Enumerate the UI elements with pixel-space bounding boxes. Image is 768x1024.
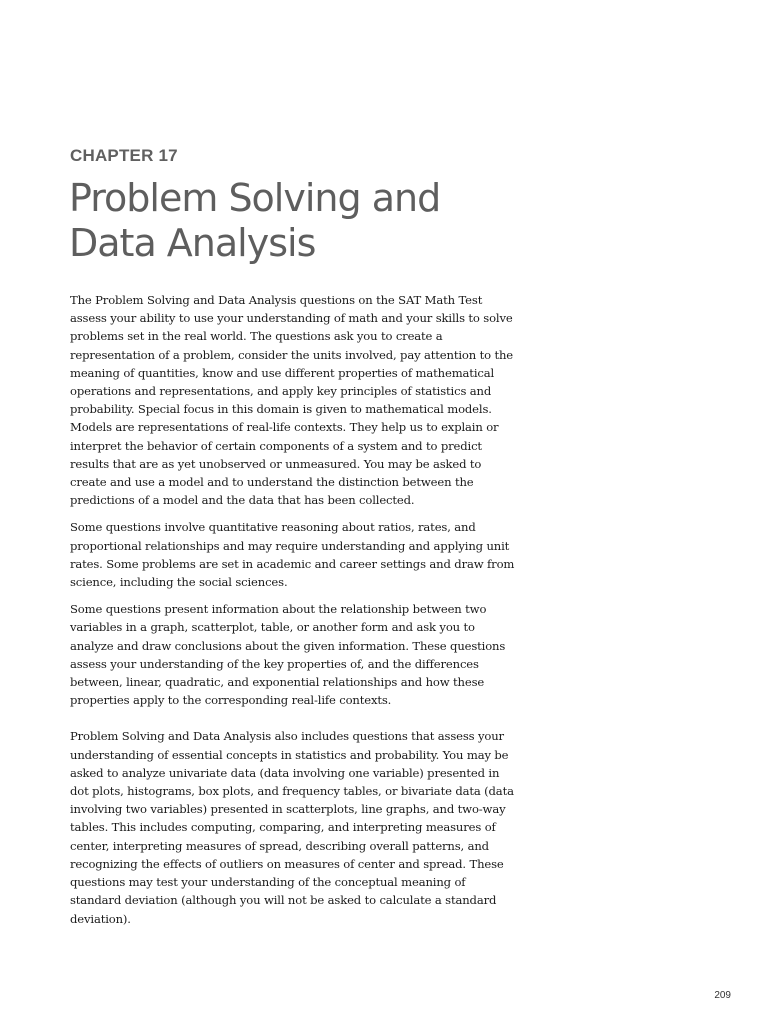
paragraph-1: The Problem Solving and Data Analysis questions on the SAT Math Test assess your ability to use your understanding of math and your skills to solve problems set in the real world. The questions ask you to create a representation of a problem, consider the units involved, pay attention to the meaning of quantities, know and use different properties of mathematical operations and representations, and apply key principles of statistics and probability. Special focus in this domain is given to mathematical models. Models are representations of real-life contexts. They help us to explain or interpret the behavior of certain components of a system and to predict results that are as yet unobserved or unmeasured. You may be asked to create and use a model and to understand the distinction between the predictions of a model and the data that has been collected.: [70, 293, 513, 508]
chapter-label: CHAPTER 17: [70, 146, 178, 165]
chapter-title-line-1: Problem Solving and: [69, 176, 441, 220]
page-number: 209: [714, 990, 731, 1001]
chapter-title-line-2: Data Analysis: [69, 221, 316, 265]
paragraph-2: Some questions involve quantitative reasoning about ratios, rates, and proportional relationships and may require understanding and applying unit rates. Some problems are set in academic and career settings and draw from science, including the social sciences.: [70, 520, 515, 590]
paragraph-4: Problem Solving and Data Analysis also includes questions that assess your understanding of essential concepts in statistics and probability. You may be asked to analyze univariate data (data involving one variable) presented in dot plots, histograms, box plots, and frequency tables, or bivariate data (data involving two variables) presented in scatterplots, line graphs, and two-way tables. This includes computing, comparing, and interpreting measures of center, interpreting measures of spread, describing overall patterns, and recognizing the effects of outliers on measures of center and spread. These questions may test your understanding of the conceptual meaning of standard deviation (although you will not be asked to calculate a standard deviation).: [70, 729, 514, 926]
chapter-title: [69, 176, 529, 266]
body-text: [70, 291, 515, 928]
paragraph-3: Some questions present information about the relationship between two variables in a graph, scatterplot, table, or another form and ask you to analyze and draw conclusions about the given information. These questions assess your understanding of the key properties of, and the differences between, linear, quadratic, and exponential relationships and how these properties apply to the corresponding real-life contexts.: [70, 602, 506, 708]
